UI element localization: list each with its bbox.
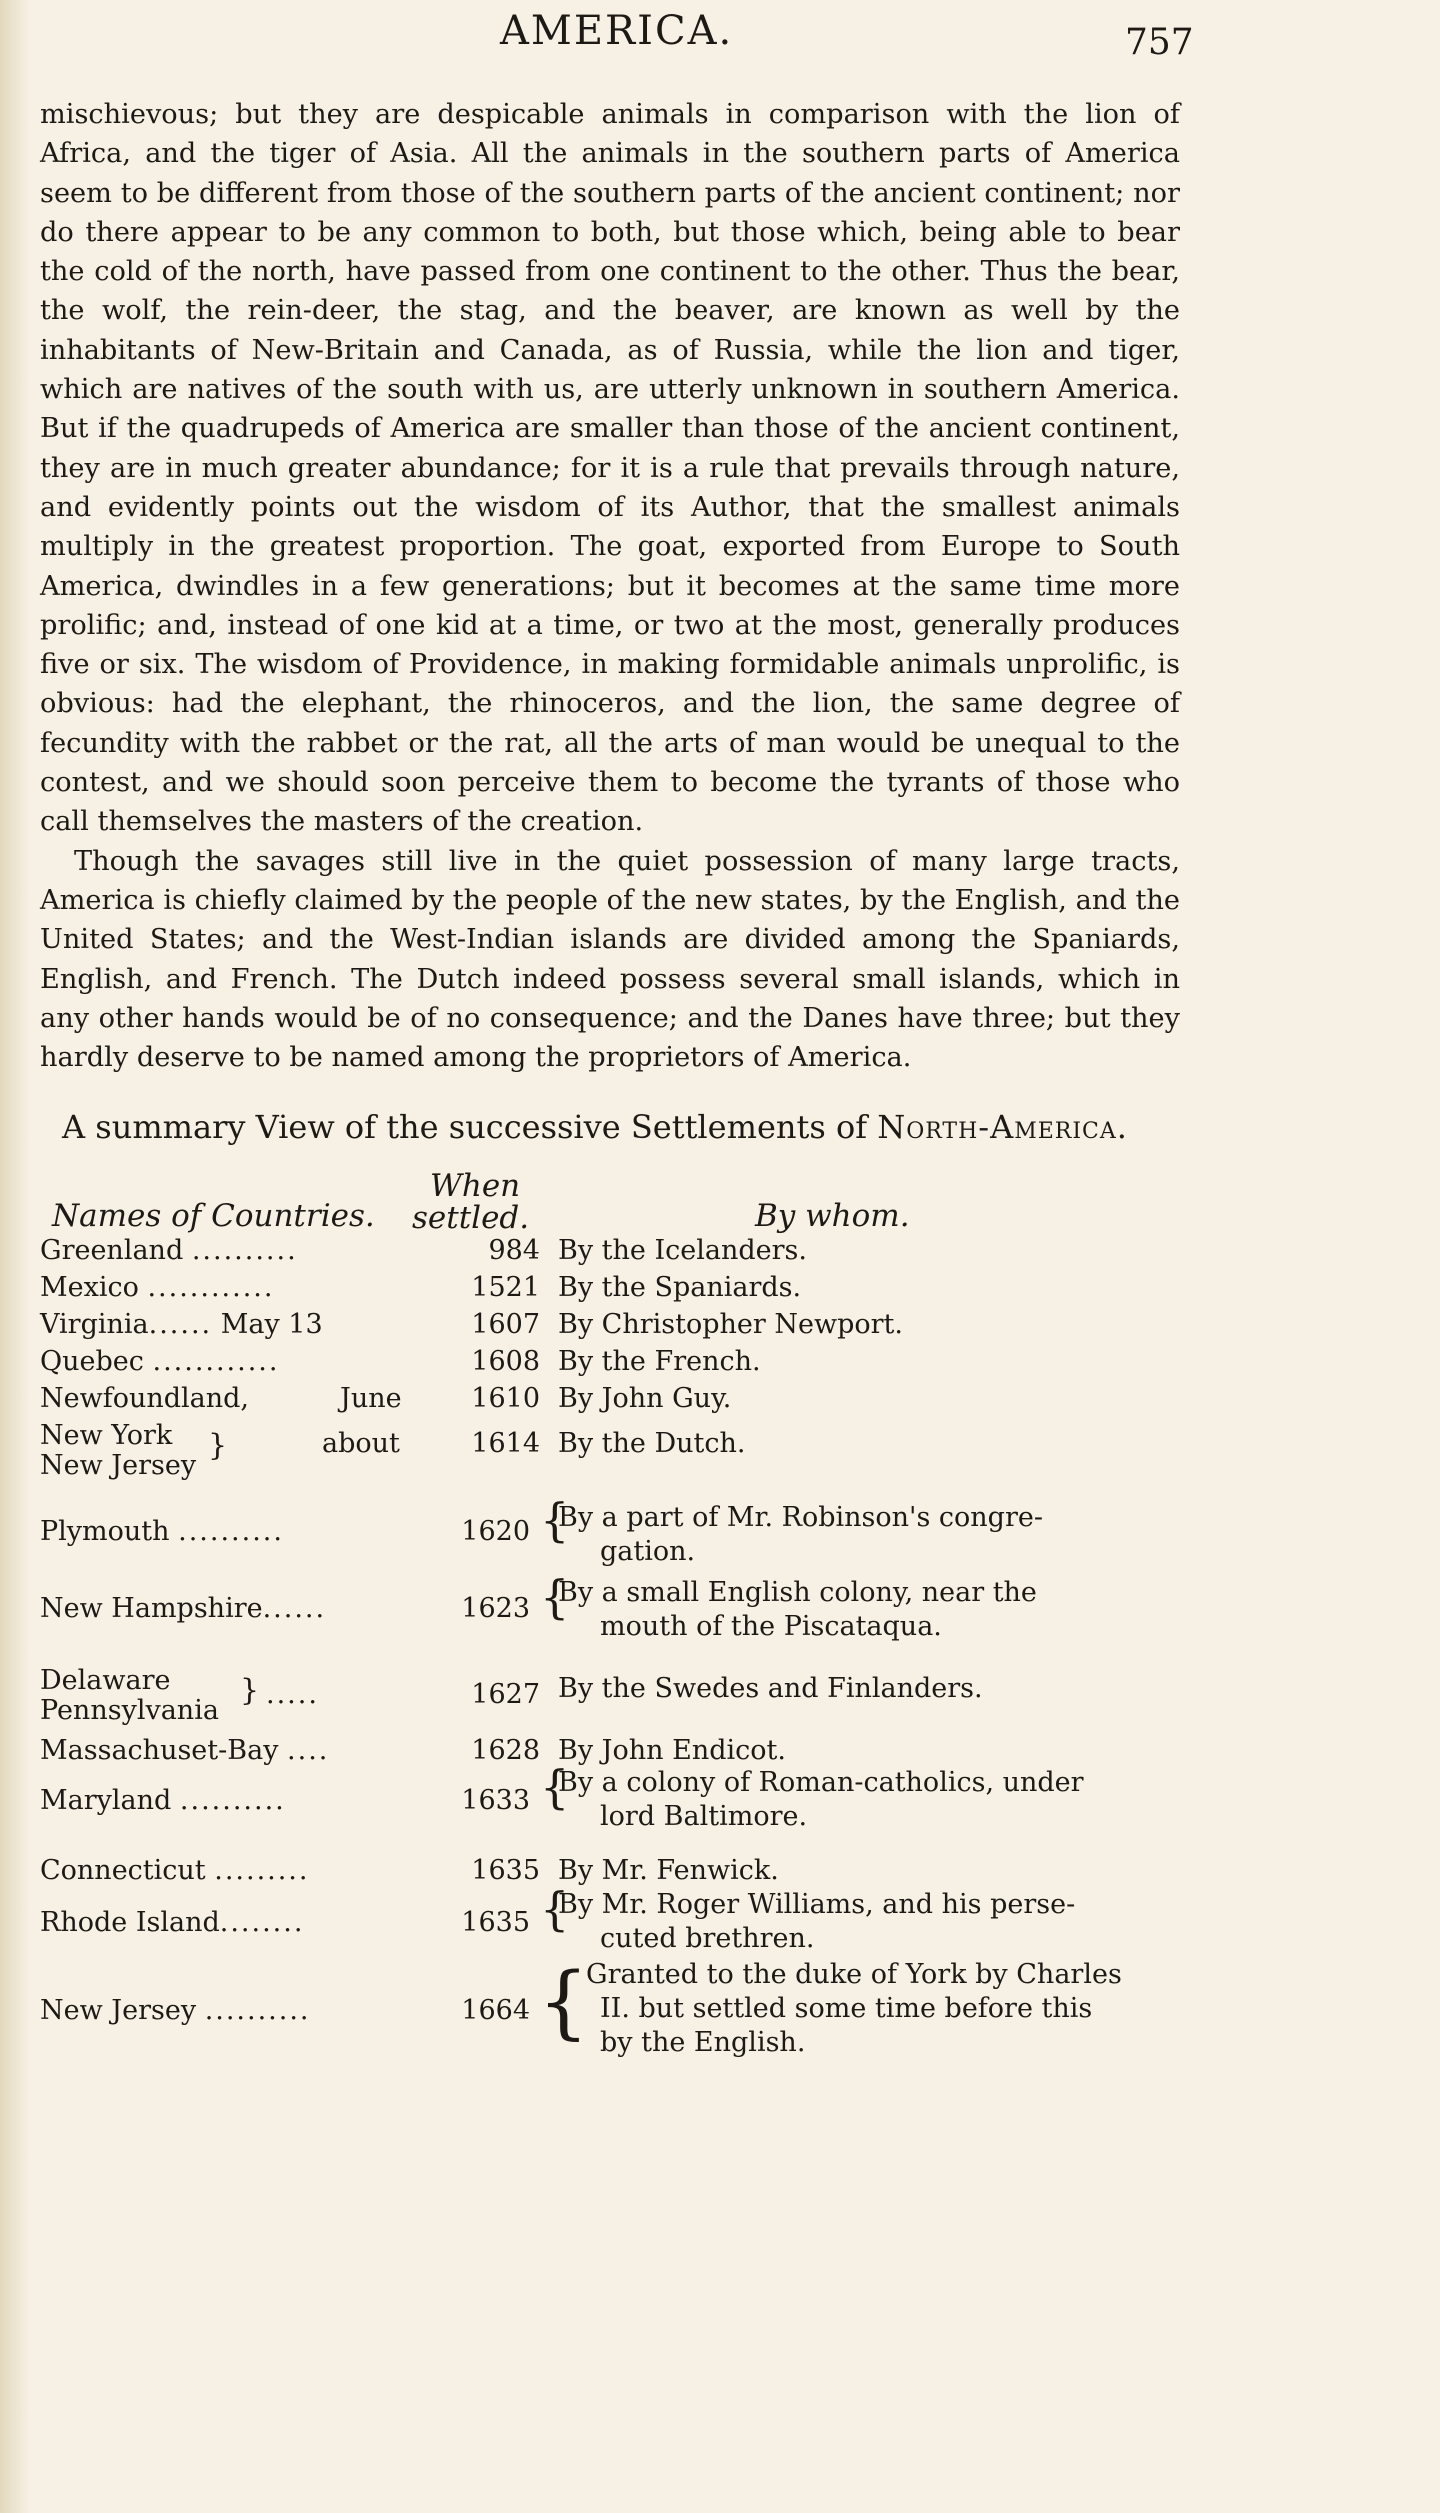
settled-by-cont: gation. bbox=[600, 1536, 696, 1567]
settled-by-cont: lord Baltimore. bbox=[600, 1801, 808, 1832]
country-name: Rhode Island........ bbox=[40, 1907, 305, 1938]
page-edge-stain bbox=[0, 0, 30, 2513]
body-text bbox=[40, 95, 1180, 1077]
brace-glyph: { bbox=[540, 1570, 570, 1624]
country-name: New Jersey .......... bbox=[40, 1995, 311, 2026]
page-header bbox=[0, 0, 1440, 70]
country-name: Delaware bbox=[40, 1665, 171, 1696]
settled-by-cont: by the English. bbox=[600, 2027, 806, 2058]
settled-date: 1635 bbox=[471, 1855, 540, 1886]
summary-title bbox=[62, 1108, 1128, 1146]
settled-date: 1607 bbox=[471, 1309, 540, 1340]
brace-glyph: { bbox=[540, 1882, 570, 1936]
brace-glyph: { bbox=[540, 1493, 570, 1547]
settled-date: 1633 bbox=[461, 1785, 530, 1816]
settled-date: 1610 bbox=[471, 1383, 540, 1414]
summary-title-region: North-America. bbox=[877, 1108, 1128, 1146]
settled-by: By the French. bbox=[558, 1346, 761, 1377]
settled-date: 984 bbox=[488, 1235, 540, 1266]
settled-date: 1664 bbox=[461, 1995, 530, 2026]
settled-date: 1623 bbox=[461, 1593, 530, 1624]
settled-by: By Mr. Fenwick. bbox=[558, 1855, 779, 1886]
settled-date: 1635 bbox=[461, 1907, 530, 1938]
country-name: Quebec ............ bbox=[40, 1346, 280, 1377]
settled-by: By the Spaniards. bbox=[558, 1272, 802, 1303]
column-header-by-whom: By whom. bbox=[755, 1198, 910, 1234]
paragraph-animals: mischievous; but they are despicable animals in comparison with the lion of Africa, and the tiger of Asia. All the animals in the southern parts of America seem to be different from those of the southern parts of the ancient continent; nor do there appear to be any common to both, but those which, being able to bear the cold of the north, have passed from one continent to the other. Thus the bear, the wolf, the rein-deer, the stag, and the beaver, are known as well by the inhabitants of New-Britain and Canada, as of Russia, while the lion and tiger, which are natives of the south with us, are utterly unknown in southern America. But if the quadrupeds of America are smaller than those of the ancient continent, they are in much greater abundance; for it is a rule that prevails through nature, and evidently points out the wisdom of its Author, that the smallest animals multiply in the greatest proportion. The goat, exported from Europe to South America, dwindles in a few generations; but it becomes at the same time more prolific; and, instead of one kid at a time, or two at the most, generally produces five or six. The wisdom of Providence, in making formidable animals unprolific, is obvious: had the elephant, the rhinoceros, and the lion, the same degree of fecundity with the rabbet or the rat, all the arts of man would be unequal to the contest, and we should soon perceive them to become the tyrants of those who call themselves the masters of the creation. bbox=[40, 99, 1180, 838]
country-name: New Hampshire...... bbox=[40, 1593, 327, 1624]
country-name: Maryland .......... bbox=[40, 1785, 286, 1816]
settled-date: 1620 bbox=[461, 1516, 530, 1547]
brace-glyph: } bbox=[240, 1673, 260, 1708]
settled-date: 1614 bbox=[471, 1428, 540, 1459]
settled-by-cont: II. but settled some time before this bbox=[600, 1993, 1093, 2024]
leader-dots: ..... bbox=[266, 1679, 319, 1710]
paragraph-proprietors: Though the savages still live in the quiet possession of many large tracts, America is chiefly claimed by the people of the new states, by the English, and the United States; and the West-Indian islands are divided among the Spaniards, English, and French. The Dutch indeed possess several small islands, which in any other hands would be of no consequence; and the Danes have three; but they hardly deserve to be named among the proprietors of America. bbox=[40, 845, 1180, 1074]
country-name: Plymouth .......... bbox=[40, 1516, 284, 1547]
settled-date: 1627 bbox=[471, 1679, 540, 1710]
summary-title-prefix: A summary View of the successive Settlements of bbox=[62, 1108, 878, 1146]
settled-approx: about bbox=[322, 1428, 400, 1459]
brace-glyph: { bbox=[538, 1955, 589, 2048]
settled-month: June bbox=[340, 1383, 402, 1414]
country-name-secondary: New Jersey bbox=[40, 1450, 197, 1481]
settled-by: By John Guy. bbox=[558, 1383, 732, 1414]
settled-date: 1521 bbox=[471, 1272, 540, 1303]
settled-by: By the Dutch. bbox=[558, 1428, 746, 1459]
settled-by: By Mr. Roger Williams, and his perse- bbox=[558, 1889, 1076, 1920]
settled-by: By a part of Mr. Robinson's congre- bbox=[558, 1502, 1043, 1533]
country-name: Massachuset-Bay .... bbox=[40, 1735, 330, 1766]
settled-by: By a small English colony, near the bbox=[558, 1577, 1037, 1608]
column-header-when-1: When bbox=[430, 1168, 521, 1204]
settled-by: By Christopher Newport. bbox=[558, 1309, 903, 1340]
settled-by-cont: cuted brethren. bbox=[600, 1923, 815, 1954]
column-header-when-2: settled. bbox=[412, 1200, 530, 1236]
settled-by: By the Swedes and Finlanders. bbox=[558, 1673, 983, 1704]
country-name: New York bbox=[40, 1420, 173, 1451]
running-title: AMERICA. bbox=[500, 8, 734, 54]
settled-by-cont: mouth of the Piscataqua. bbox=[600, 1611, 942, 1642]
settled-date: 1628 bbox=[471, 1735, 540, 1766]
settled-by: Granted to the duke of York by Charles bbox=[586, 1959, 1122, 1990]
country-name: Mexico ............ bbox=[40, 1272, 275, 1303]
page-number: 757 bbox=[1125, 22, 1194, 63]
country-name: Greenland .......... bbox=[40, 1235, 298, 1266]
column-header-names: Names of Countries. bbox=[52, 1198, 375, 1234]
country-name: Newfoundland, bbox=[40, 1383, 250, 1414]
brace-glyph: } bbox=[208, 1428, 228, 1463]
settled-by: By John Endicot. bbox=[558, 1735, 786, 1766]
country-name: Virginia...... May 13 bbox=[40, 1309, 323, 1340]
country-name: Connecticut ......... bbox=[40, 1855, 310, 1886]
settled-date: 1608 bbox=[471, 1346, 540, 1377]
country-name-secondary: Pennsylvania bbox=[40, 1695, 219, 1726]
settled-by: By the Icelanders. bbox=[558, 1235, 807, 1266]
settled-by: By a colony of Roman-catholics, under bbox=[558, 1767, 1084, 1798]
brace-glyph: { bbox=[540, 1760, 570, 1814]
